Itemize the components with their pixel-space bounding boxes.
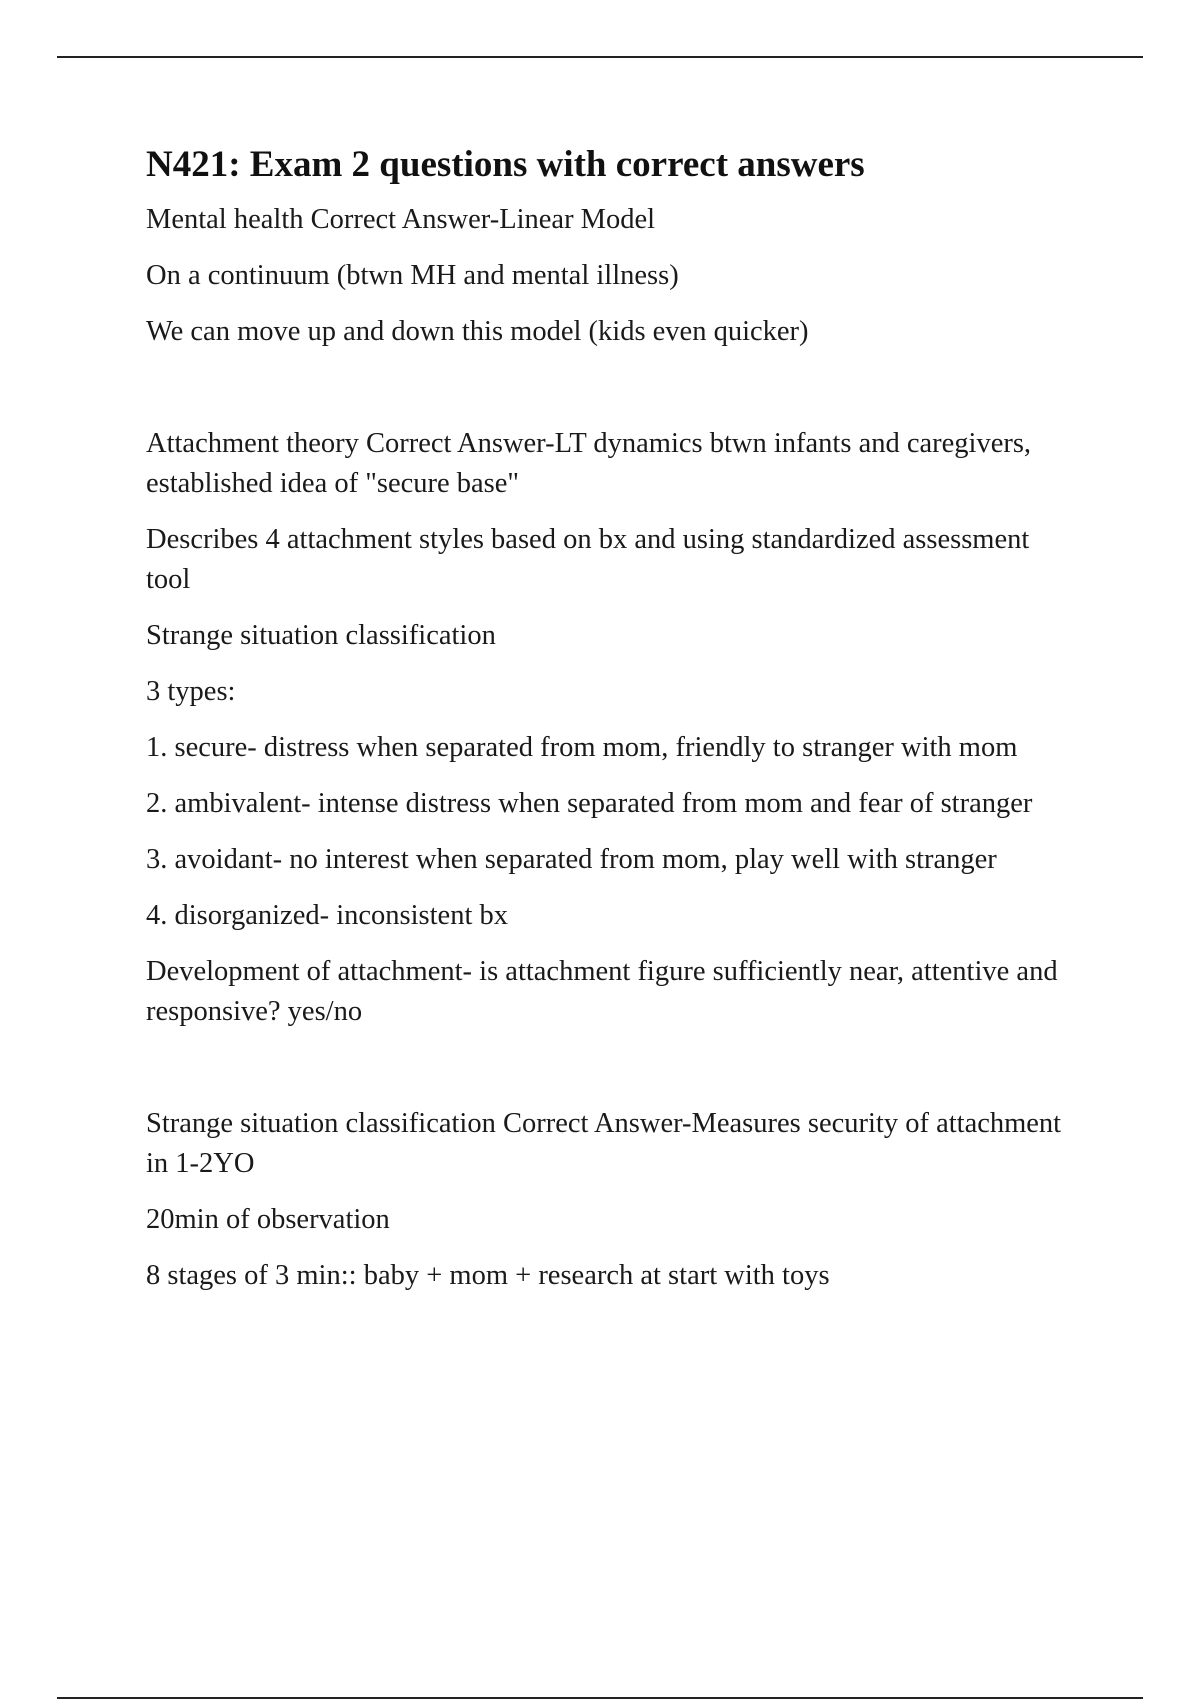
section-gap: [146, 368, 1076, 424]
paragraph: Describes 4 attachment styles based on bx and using standardized assessment tool: [146, 524, 1030, 595]
list-item: 3. avoidant- no interest when separated from mom, play well with stranger: [146, 844, 997, 875]
paragraph: We can move up and down this model (kids even quicker): [146, 316, 809, 347]
paragraph: 8 stages of 3 min:: baby + mom + research at start with toys: [146, 1260, 830, 1291]
bottom-rule: [57, 1697, 1143, 1699]
paragraph: Attachment theory Correct Answer-LT dynamics btwn infants and caregivers, established idea of "secure base": [146, 428, 1032, 499]
section-attachment-theory: [146, 424, 1076, 1032]
paragraph: Strange situation classification: [146, 620, 496, 651]
page-title: N421: Exam 2 questions with correct answers: [146, 144, 865, 185]
paragraph: 20min of observation: [146, 1204, 390, 1235]
list-item: 4. disorganized- inconsistent bx: [146, 900, 508, 931]
list-item: 1. secure- distress when separated from mom, friendly to stranger with mom: [146, 732, 1018, 763]
document-body: [146, 142, 1076, 1312]
list-item: 2. ambivalent- intense distress when separated from mom and fear of stranger: [146, 788, 1033, 819]
paragraph: On a continuum (btwn MH and mental illness): [146, 260, 679, 291]
section-mental-health: [146, 200, 1076, 352]
top-rule: [57, 56, 1143, 58]
paragraph: 3 types:: [146, 676, 236, 707]
section-strange-situation: [146, 1104, 1076, 1296]
section-gap: [146, 1048, 1076, 1104]
paragraph: Strange situation classification Correct Answer-Measures security of attachment in 1-2YO: [146, 1108, 1062, 1179]
paragraph: Mental health Correct Answer-Linear Model: [146, 204, 656, 235]
paragraph: Development of attachment- is attachment figure sufficiently near, attentive and responsive? yes/no: [146, 956, 1058, 1027]
